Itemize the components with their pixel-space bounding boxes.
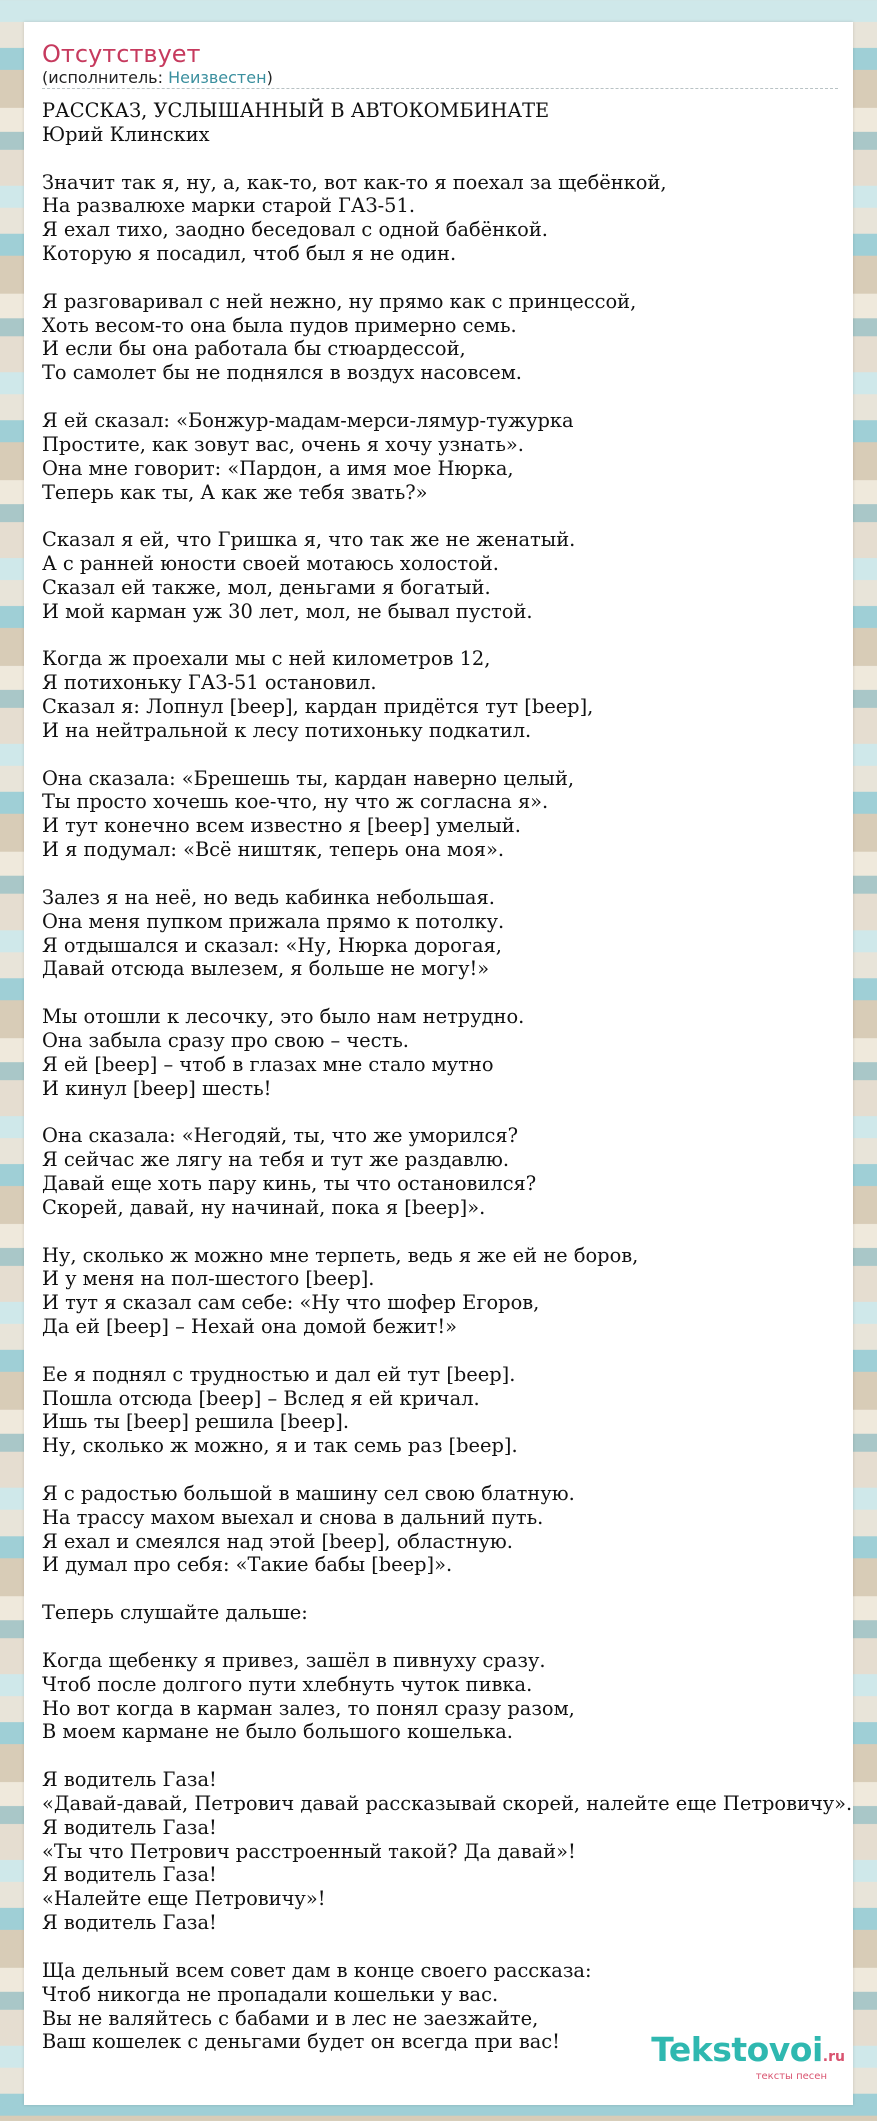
lyric-line: Мы отошли к лесочку, это было нам нетрудно. — [42, 1005, 525, 1029]
lyric-line: Давай еще хоть пару кинь, ты что остановился? — [42, 1171, 537, 1195]
lyric-line: Она мне говорит: «Пардон, а имя мое Нюрка, — [42, 456, 514, 480]
lyric-line: Теперь слушайте дальше: — [42, 1601, 308, 1625]
lyric-line: Скорей, давай, ну начинай, пока я [beep]». — [42, 1195, 486, 1219]
stanza-gap — [42, 1458, 877, 1482]
lyric-line: Значит так я, ну, а, как-то, вот как-то я поехал за щебёнкой, — [42, 170, 667, 194]
lyric-line: Сказал я ей, что Гришка я, что так же не женатый. — [42, 528, 576, 552]
stanza-gap — [42, 862, 877, 886]
lyric-line: Я водитель Газа! — [42, 1863, 217, 1887]
stanza-gap — [42, 504, 877, 528]
lyric-line: Ишь ты [beep] решила [beep]. — [42, 1410, 350, 1434]
stanza-gap — [42, 266, 877, 290]
lyric-line: Она сказала: «Негодяй, ты, что же уморился? — [42, 1124, 518, 1148]
lyric-line: Я с радостью большой в машину сел свою блатную. — [42, 1481, 575, 1505]
lyric-line: На трассу махом выехал и снова в дальний путь. — [42, 1505, 544, 1529]
lyric-line: И мой карман уж 30 лет, мол, не бывал пустой. — [42, 599, 533, 623]
lyric-line: А с ранней юности своей мотаюсь холостой. — [42, 552, 499, 576]
lyric-line: И думал про себя: «Такие бабы [beep]». — [42, 1553, 453, 1577]
lyric-line: Юрий Клинских — [42, 122, 210, 146]
stanza-gap — [42, 1220, 877, 1244]
lyric-line: Но вот когда в карман залез, то понял сразу разом, — [42, 1696, 575, 1720]
lyric-line: Я отдышался и сказал: «Ну, Нюрка дорогая, — [42, 933, 502, 957]
logo-subtitle: тексты песен — [755, 2071, 827, 2082]
stanza-gap — [42, 1625, 877, 1649]
lyric-line: Чтоб никогда не пропадали кошельки у вас. — [42, 1982, 499, 2006]
stanza-gap — [42, 1100, 877, 1124]
lyric-line: Я ей сказал: «Бонжур-мадам-мерси-лямур-тужурка — [42, 408, 574, 432]
stanza-gap — [42, 743, 877, 767]
logo-tld: .ru — [822, 2049, 845, 2065]
lyric-line: Давай отсюда вылезем, я больше не могу!» — [42, 957, 490, 981]
lyric-line: Сказал ей также, мол, деньгами я богатый. — [42, 575, 491, 599]
logo-wordmark — [651, 2030, 845, 2074]
lyric-line: Я ехал тихо, заодно беседовал с одной бабёнкой. — [42, 218, 548, 242]
lyric-line: Которую я посадил, чтоб был я не один. — [42, 242, 457, 266]
lyric-line: В моем кармане не было большого кошелька. — [42, 1720, 513, 1744]
lyric-line: Она забыла сразу про свою – честь. — [42, 1028, 409, 1052]
performer-line — [42, 68, 273, 88]
lyric-line: То самолет бы не поднялся в воздух насовсем. — [42, 361, 522, 385]
lyric-line: И кинул [beep] шесть! — [42, 1076, 272, 1100]
lyric-line: Да ей [beep] – Нехай она домой бежит!» — [42, 1315, 458, 1339]
lyric-line: Я сейчас же лягу на тебя и тут же раздавлю. — [42, 1148, 510, 1172]
lyric-line: «Налейте еще Петровичу»! — [42, 1887, 326, 1911]
performer-link[interactable]: Неизвестен — [168, 68, 267, 87]
stanza-gap — [42, 1339, 877, 1363]
lyric-line: И тут я сказал сам себе: «Ну что шофер Егоров, — [42, 1291, 540, 1315]
lyric-line: Сказал я: Лопнул [beep], кардан придётся тут [beep], — [42, 695, 594, 719]
stanza-gap — [42, 624, 877, 648]
lyric-line: И на нейтральной к лесу потихоньку подкатил. — [42, 718, 532, 742]
lyric-line: Ща дельный всем совет дам в конце своего рассказа: — [42, 1958, 592, 1982]
stanza-gap — [42, 385, 877, 409]
lyric-line: И у меня на пол-шестого [beep]. — [42, 1267, 375, 1291]
stanza-gap — [42, 1935, 877, 1959]
lyric-line: Когда щебенку я привез, зашёл в пивнуху сразу. — [42, 1648, 546, 1672]
stanza-gap — [42, 147, 877, 171]
song-title: Отсутствует — [42, 40, 201, 68]
lyric-line: Чтоб после долгого пути хлебнуть чуток пивка. — [42, 1672, 533, 1696]
lyric-line: Хоть весом-то она была пудов примерно семь. — [42, 313, 517, 337]
lyric-line: Вы не валяйтесь с бабами и в лес не заезжайте, — [42, 2006, 539, 2030]
lyric-line: Ты просто хочешь кое-что, ну что ж согласна я». — [42, 790, 549, 814]
lyric-line: Ее я поднял с трудностью и дал ей тут [beep]. — [42, 1362, 516, 1386]
lyric-line: Я ехал и смеялся над этой [beep], областную. — [42, 1529, 513, 1553]
lyric-line: Я водитель Газа! — [42, 1815, 217, 1839]
stanza-gap — [42, 1744, 877, 1768]
lyric-line: Пошла отсюда [beep] – Вслед я ей кричал. — [42, 1386, 480, 1410]
lyric-line: Ну, сколько ж можно мне терпеть, ведь я же ей не боров, — [42, 1243, 639, 1267]
lyric-line: Она меня пупком прижала прямо к потолку. — [42, 909, 505, 933]
lyric-line: Я потихоньку ГАЗ-51 остановил. — [42, 671, 377, 695]
lyric-line: Теперь как ты, А как же тебя звать?» — [42, 480, 428, 504]
performer-prefix: (исполнитель: — [42, 68, 169, 87]
lyric-line: Я ей [beep] – чтоб в глазах мне стало мутно — [42, 1052, 494, 1076]
lyric-line: Ну, сколько ж можно, я и так семь раз [beep]. — [42, 1434, 518, 1458]
lyric-line: И я подумал: «Всё ништяк, теперь она моя». — [42, 838, 505, 862]
lyric-line: Простите, как зовут вас, очень я хочу узнать». — [42, 432, 524, 456]
stanza-gap — [42, 981, 877, 1005]
lyric-line: Ваш кошелек с деньгами будет он всегда при вас! — [42, 2030, 560, 2054]
lyrics-text — [42, 99, 877, 2054]
lyric-line: РАССКАЗ, УСЛЫШАННЫЙ В АВТОКОМБИНАТЕ — [42, 99, 550, 122]
lyric-line: Я водитель Газа! — [42, 1768, 217, 1792]
lyric-line: И если бы она работала бы стюардессой, — [42, 337, 466, 361]
lyrics-card — [24, 22, 853, 2105]
lyric-line: Я водитель Газа! — [42, 1911, 217, 1935]
lyric-line: «Давай-давай, Петрович давай рассказывай скорей, налейте еще Петровичу». — [42, 1791, 853, 1815]
lyric-line: На развалюхе марки старой ГАЗ-51. — [42, 194, 416, 218]
lyric-line: И тут конечно всем известно я [beep] умелый. — [42, 814, 521, 838]
lyric-line: Залез я на неё, но ведь кабинка небольшая. — [42, 885, 495, 909]
lyric-line: Когда ж проехали мы с ней километров 12, — [42, 647, 491, 671]
site-logo[interactable] — [651, 2030, 845, 2083]
lyric-line: «Ты что Петрович расстроенный такой? Да давай»! — [42, 1839, 576, 1863]
lyric-line: Она сказала: «Брешешь ты, кардан наверно целый, — [42, 766, 575, 790]
logo-main-text: Tekstovoi — [651, 2030, 823, 2069]
header-divider — [42, 88, 838, 89]
performer-suffix: ) — [266, 68, 273, 87]
stanza-gap — [42, 1577, 877, 1601]
lyric-line: Я разговаривал с ней нежно, ну прямо как с принцессой, — [42, 289, 637, 313]
